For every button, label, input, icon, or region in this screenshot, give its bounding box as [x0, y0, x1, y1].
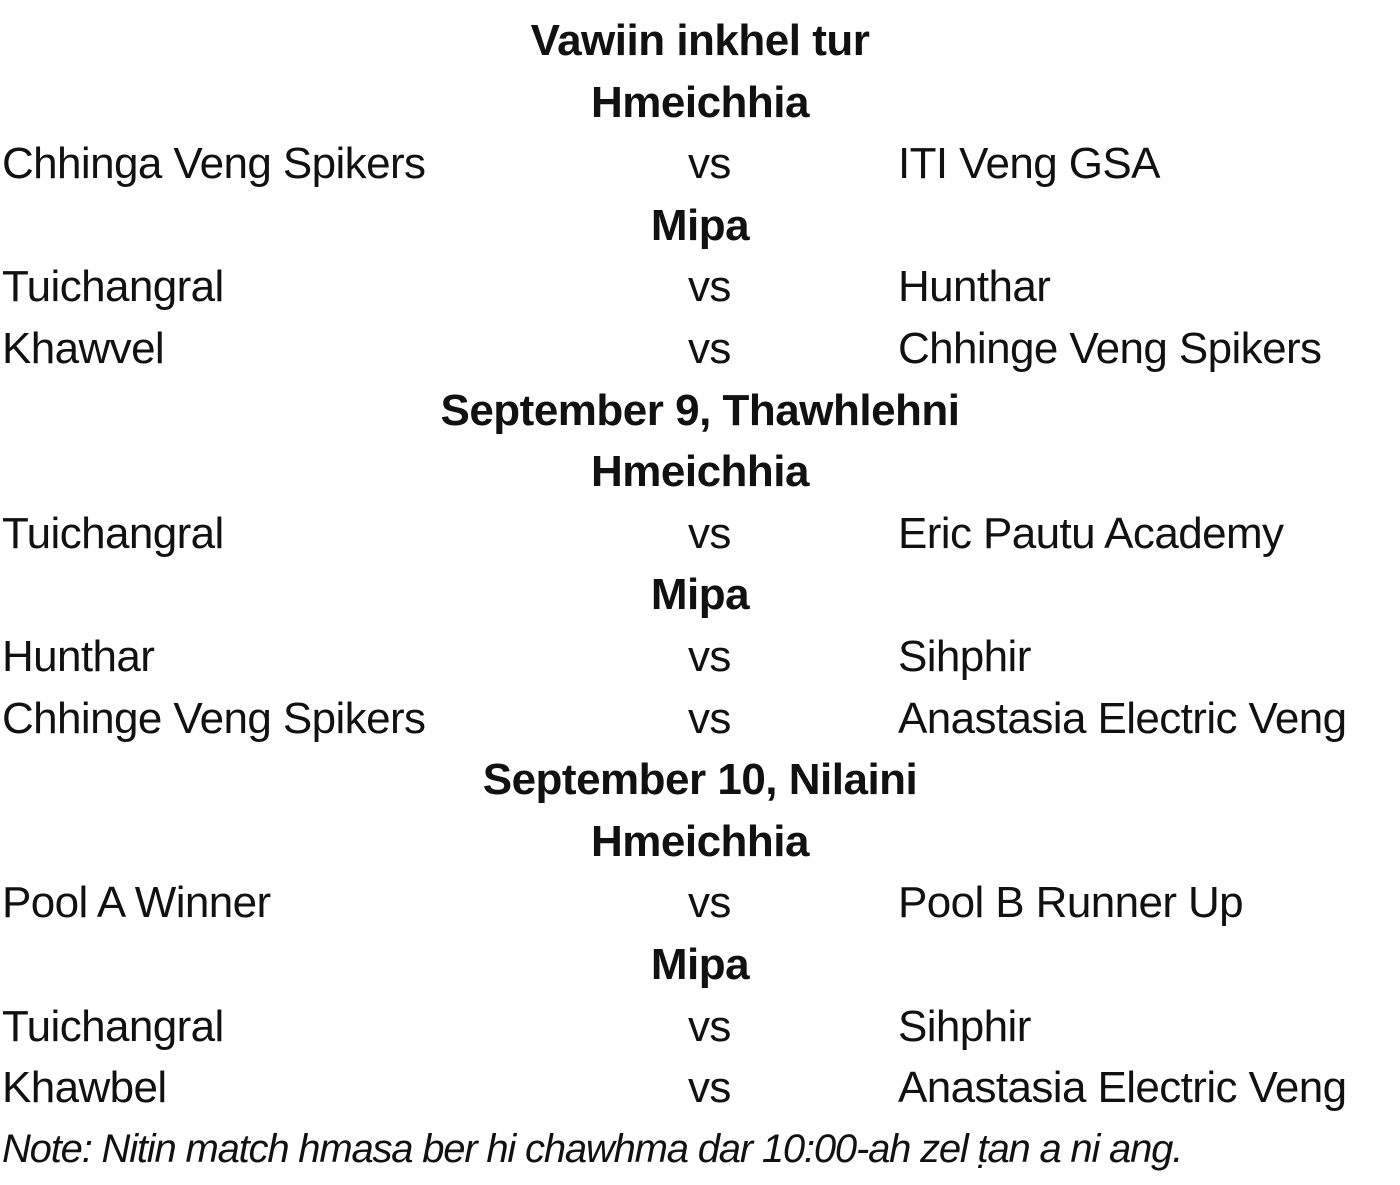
match-row — [0, 133, 1400, 195]
match-row — [0, 996, 1400, 1058]
home-team: Chhinga Veng Spikers — [2, 139, 426, 189]
versus-label: vs — [688, 323, 731, 373]
match-row — [0, 688, 1400, 750]
versus-label: vs — [688, 1001, 731, 1051]
versus-label: vs — [688, 878, 731, 928]
home-team: Tuichangral — [2, 262, 224, 312]
away-team: ITI Veng GSA — [898, 139, 1160, 189]
versus-label: vs — [688, 139, 731, 189]
home-team: Chhinge Veng Spikers — [2, 693, 426, 743]
match-row — [0, 318, 1400, 380]
home-team: Hunthar — [2, 631, 155, 681]
home-team: Tuichangral — [2, 508, 224, 558]
versus-label: vs — [688, 631, 731, 681]
match-row — [0, 872, 1400, 934]
match-row — [0, 626, 1400, 688]
section-heading: Mipa — [650, 200, 750, 250]
away-team: Sihphir — [898, 1001, 1031, 1051]
away-team: Chhinge Veng Spikers — [898, 323, 1322, 373]
away-team: Pool B Runner Up — [898, 878, 1244, 928]
match-row — [0, 503, 1400, 565]
versus-label: vs — [688, 1063, 731, 1113]
away-team: Anastasia Electric Veng — [898, 1063, 1347, 1113]
versus-label: vs — [688, 693, 731, 743]
away-team: Hunthar — [898, 262, 1051, 312]
section-heading: Mipa — [650, 939, 750, 989]
versus-label: vs — [688, 508, 731, 558]
section-heading: September 9, Thawhlehni — [440, 385, 960, 435]
away-team: Anastasia Electric Veng — [898, 693, 1347, 743]
versus-label: vs — [688, 262, 731, 312]
section-heading: September 10, Nilaini — [482, 755, 918, 805]
section-heading: Hmeichhia — [590, 447, 809, 497]
home-team: Tuichangral — [2, 1001, 224, 1051]
match-row — [0, 256, 1400, 318]
home-team: Pool A Winner — [2, 878, 271, 928]
away-team: Eric Pautu Academy — [898, 508, 1284, 558]
home-team: Khawbel — [2, 1063, 167, 1113]
section-heading: Hmeichhia — [590, 816, 809, 866]
home-team: Khawvel — [2, 323, 165, 373]
away-team: Sihphir — [898, 631, 1031, 681]
section-heading: Mipa — [650, 570, 750, 620]
section-heading: Vawiin inkhel tur — [530, 16, 870, 65]
match-row — [0, 1057, 1400, 1119]
section-heading: Hmeichhia — [590, 77, 809, 127]
schedule-note: Note: Nitin match hmasa ber hi chawhma dar 10:00-ah zel ṭan a ni ang. — [2, 1126, 1183, 1171]
